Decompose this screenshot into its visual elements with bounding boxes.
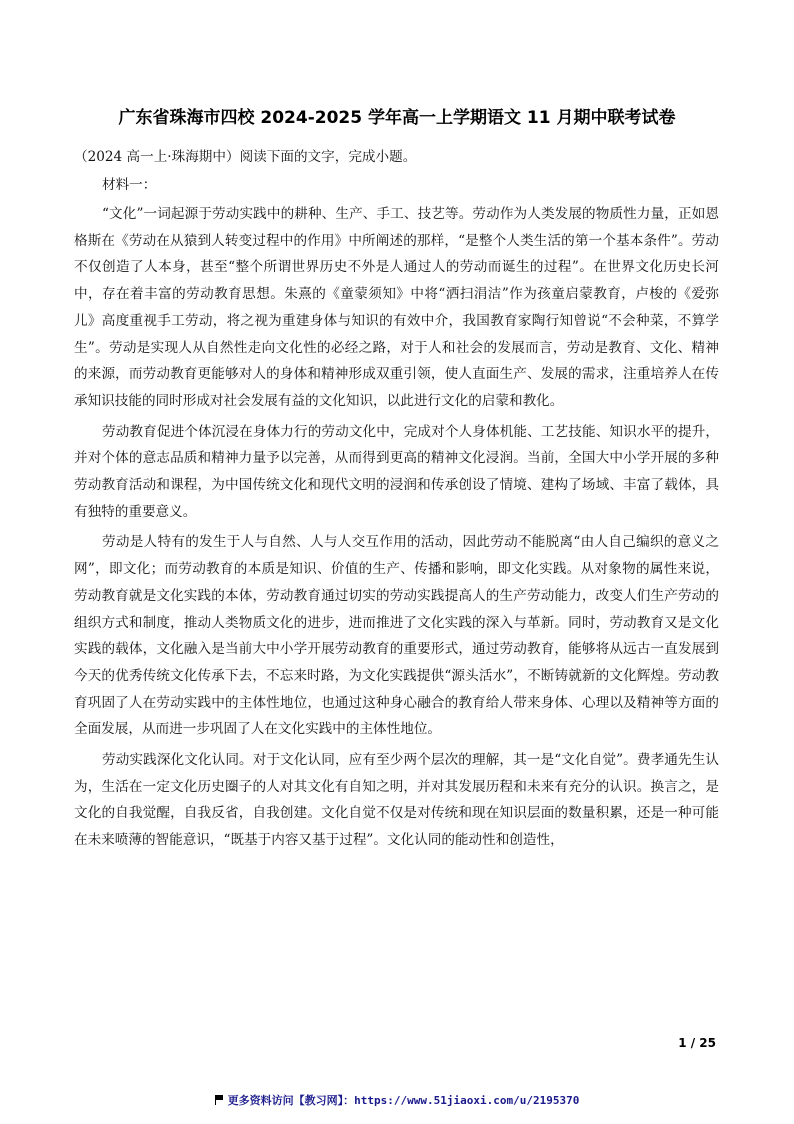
footer-link[interactable]: https://www.51jiaoxi.com/u/2195370 bbox=[354, 1094, 580, 1107]
page-number: 1 / 25 bbox=[678, 1036, 716, 1050]
paragraph-3: 劳动是人特有的发生于人与自然、人与人交互作用的活动，因此劳动不能脱离“由人自己编织的意义之网”，即文化；而劳动教育的本质是知识、价值的生产、传播和影响，即文化实践。从对象物的属性来说，劳动教育就是文化实践的本体，劳动教育通过切实的劳动实践提高人的生产劳动能力，改变人们生产劳动的组织方式和制度，推动人类物质文化的进步，进而推进了文化实践的深入与革新。同时，劳动教育又是文化实践的载体，文化融入是当前大中小学开展劳动教育的重要形式，通过劳动教育，能够将从远古一直发展到今天的优秀传统文化传承下去，不忘来时路，为文化实践提供“源头活水”，不断铸就新的文化辉煌。劳动教育巩固了人在劳动实践中的主体性地位，也通过这种身心融合的教育给人带来身体、心理以及精神等方面的全面发展，从而进一步巩固了人在文化实践中的主体性地位。 bbox=[74, 534, 719, 738]
document-title: 广东省珠海市四校 2024-2025 学年高一上学期语文 11 月期中联考试卷 bbox=[118, 108, 676, 128]
document-body bbox=[74, 145, 719, 858]
footer-banner bbox=[0, 1092, 794, 1108]
paragraph-1: “文化”一词起源于劳动实践中的耕种、生产、手工、技艺等。劳动作为人类发展的物质性力量，正如恩格斯在《劳动在从猿到人转变过程中的作用》中所阐述的那样，“是整个人类生活的第一个基本条件”。劳动不仅创造了人本身，甚至“整个所谓世界历史不外是人通过人的劳动而诞生的过程”。在世界文化历史长河中，存在着丰富的劳动教育思想。朱熹的《童蒙须知》中将“洒扫涓洁”作为孩童启蒙教育，卢梭的《爱弥儿》高度重视手工劳动，将之视为重建身体与知识的有效中介，我国教育家陶行知曾说“不会种菜，不算学生”。劳动是实现人从自然性走向文化性的必经之路，对于人和社会的发展而言，劳动是教育、文化、精神的来源，而劳动教育更能够对人的身体和精神形成双重引领，使人直面生产、发展的需求，注重培养人在传承知识技能的同时形成对社会发展有益的文化知识，以此进行文化的启蒙和教化。 bbox=[74, 206, 719, 409]
flag-icon bbox=[215, 1095, 224, 1105]
footer-prefix: 更多资料访问【教习网】： bbox=[227, 1094, 355, 1107]
paragraph-2: 劳动教育促进个体沉浸在身体力行的劳动文化中，完成对个人身体机能、工艺技能、知识水平的提升，并对个体的意志品质和精神力量予以完善，从而得到更高的精神文化浸润。当前，全国大中小学开展的多种劳动教育活动和课程，为中国传统文化和现代文明的浸润和传承创设了情境、建构了场域、丰富了载体，具有独特的重要意义。 bbox=[74, 423, 719, 520]
paragraph-4: 劳动实践深化文化认同。对于文化认同，应有至少两个层次的理解，其一是“文化自觉”。费孝通先生认为，生活在一定文化历史圈子的人对其文化有自知之明，并对其发展历程和未来有充分的认识。换言之，是文化的自我觉醒，自我反省，自我创建。文化自觉不仅是对传统和现在知识层面的数量积累，还是一种可能在未来喷薄的智能意识，“既基于内容又基于过程”。文化认同的能动性和创造性， bbox=[74, 752, 719, 849]
material-label: 材料一： bbox=[102, 177, 157, 193]
question-intro: （2024 高一上·珠海期中）阅读下面的文字，完成小题。 bbox=[74, 149, 417, 165]
